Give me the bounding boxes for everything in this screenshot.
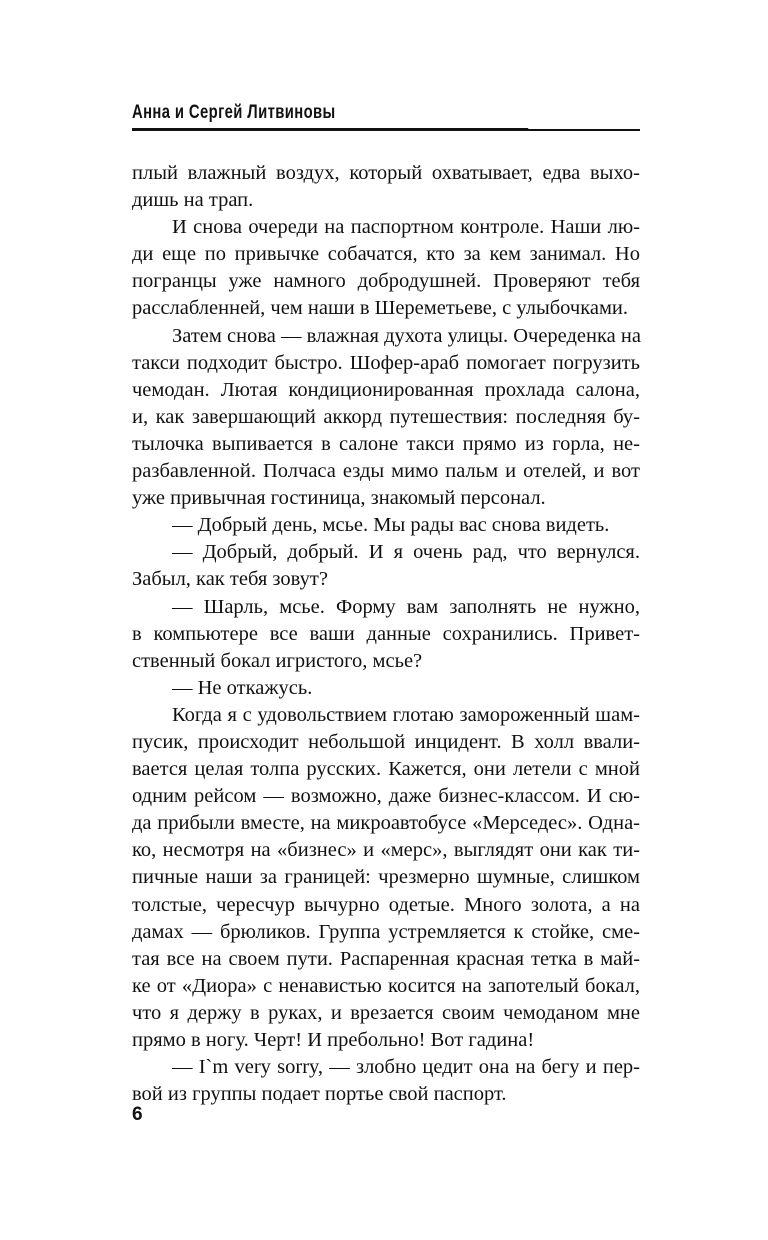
text-line: чемодан. Лютая кондиционированная прохлада салона, — [132, 378, 640, 401]
text-line: разбавленной. Полчаса езды мимо пальм и отелей, и вот — [132, 460, 640, 483]
text-line: одним рейсом — возможно, даже бизнес-классом. И сю- — [132, 785, 640, 808]
text-line: пусик, происходит небольшой инцидент. В холл ввали- — [132, 730, 640, 753]
text-line: и, как завершающий аккорд путешествия: последняя бу- — [132, 405, 640, 428]
text-line: ственный бокал игристого, мсье? — [132, 649, 423, 672]
text-line: ке от «Диора» с ненавистью косится на запотелый бокал, — [132, 974, 640, 997]
text-line: да прибыли вместе, на микроавтобусе «Мерседес». Одна- — [132, 812, 640, 835]
text-line: тылочка выпивается в салоне такси прямо из горла, не- — [132, 432, 640, 455]
paragraph — [132, 594, 640, 675]
text-line: — I`m very sorry, — злобно цедит она на бегу и пер- — [172, 1056, 640, 1079]
text-line: вается целая толпа русских. Кажется, они летели с мной — [132, 758, 640, 781]
text-line: Забыл, как тебя зовут? — [132, 568, 328, 591]
text-line: плый влажный воздух, который охватывает, едва выхо- — [132, 162, 640, 184]
paragraph — [132, 539, 640, 593]
text-line: погранцы уже намного добродушней. Проверяют тебя — [132, 270, 640, 293]
paragraph — [132, 214, 640, 322]
text-line: уже привычная гостиница, знакомый персонал. — [132, 487, 546, 510]
running-header — [132, 102, 528, 130]
paragraph — [132, 160, 640, 214]
text-line: вой из группы подает портье свой паспорт. — [132, 1083, 507, 1106]
page-number: 6 — [132, 1104, 143, 1125]
header-rule — [132, 129, 640, 131]
paragraph — [132, 512, 640, 539]
text-line: тая все на своем пути. Распаренная красная тетка в май- — [132, 947, 640, 970]
text-line: И снова очереди на паспортном контроле. Наши лю- — [172, 216, 640, 239]
text-line: пичные наши за границей: чрезмерно шумные, слишком — [132, 866, 640, 889]
running-title: Анна и Сергей Литвиновы — [132, 102, 336, 123]
paragraph — [132, 1054, 640, 1108]
text-line: толстые, чересчур вычурно одетые. Много золота, а на — [132, 893, 640, 916]
paragraph — [132, 702, 640, 1054]
text-line: в компьютере все ваши данные сохранились. Привет- — [132, 622, 640, 645]
text-line: ди еще по привычке собачатся, кто за кем занимал. Но — [132, 243, 640, 266]
text-line: — Добрый, добрый. И я очень рад, что вернулся. — [172, 541, 640, 564]
text-line: — Не откажусь. — [172, 676, 313, 699]
text-line: ко, несмотря на «бизнес» и «мерс», выглядят они как ти- — [132, 839, 640, 862]
body-text — [132, 160, 640, 1108]
text-line: что я держу в руках, и врезается своим чемоданом мне — [132, 1001, 640, 1024]
text-line: — Шарль, мсье. Форму вам заполнять не нужно, — [172, 595, 640, 618]
text-line: Затем снова — влажная духота улицы. Очереденка на — [172, 324, 641, 347]
text-line: дишь на трап. — [132, 189, 254, 212]
text-line: дамах — брюликов. Группа устремляется к стойке, сме- — [132, 920, 640, 943]
text-line: такси подходит быстро. Шофер-араб помогает погрузить — [132, 351, 640, 374]
text-line: расслабленней, чем наши в Шереметьеве, с улыбочками. — [132, 297, 629, 320]
text-line: Когда я с удовольствием глотаю замороженный шам- — [172, 703, 640, 726]
text-line: — Добрый день, мсье. Мы рады вас снова видеть. — [172, 514, 610, 537]
paragraph — [132, 675, 640, 702]
paragraph — [132, 323, 640, 513]
text-line: прямо в ногу. Черт! И пребольно! Вот гадина! — [132, 1029, 535, 1051]
